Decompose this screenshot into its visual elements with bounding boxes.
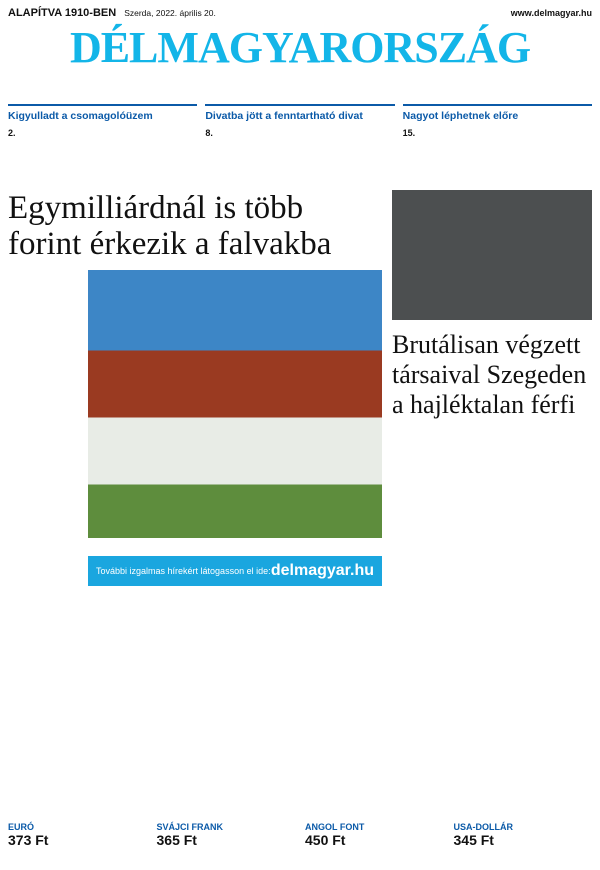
rate-label: SVÁJCI FRANK (156, 822, 224, 832)
rate-value: 373 Ft (8, 832, 49, 848)
right-headline[interactable]: Brutálisan végzett társaival Szegeden a hajléktalan férfi (392, 330, 587, 419)
teaser-title: Nagyot léphetnek előre (402, 110, 519, 122)
rate-value: 345 Ft (453, 832, 494, 848)
issue-date: Szerda, 2022. április 20. (124, 8, 216, 18)
promo-site: delmagyar.hu (270, 562, 374, 579)
rate-value: 450 Ft (305, 832, 346, 848)
rate-eur (8, 822, 147, 866)
rate-label: ANGOL FONT (305, 822, 365, 832)
masthead-logo[interactable]: DÉLMAGYARORSZÁG (69, 23, 531, 72)
teaser-3[interactable] (403, 104, 592, 174)
teaser-page: 8. (205, 128, 213, 138)
rate-label: EURÓ (8, 822, 35, 832)
teaser-strip (8, 104, 592, 174)
exchange-rates (8, 822, 592, 866)
founded-note: ALAPÍTVA 1910-BEN (8, 7, 117, 19)
rate-value: 365 Ft (156, 832, 197, 848)
top-bar (8, 6, 592, 20)
teaser-title: Kigyulladt a csomagolóüzem (8, 110, 153, 122)
teaser-1[interactable] (8, 104, 197, 174)
teaser-2[interactable] (205, 104, 394, 174)
rate-gbp (305, 822, 444, 866)
teaser-page: 2. (8, 128, 16, 138)
teaser-page: 15. (402, 128, 416, 138)
right-photo (392, 190, 592, 320)
lead-photo (88, 270, 382, 538)
teaser-title: Divatba jött a fenntartható divat (205, 110, 363, 122)
rate-label: USA-DOLLÁR (453, 822, 513, 832)
lead-headline[interactable]: Egymilliárdnál is több forint érkezik a falvakba (8, 190, 332, 262)
promo-hint: További izgalmas hírekért látogasson el ide: (96, 566, 271, 576)
rate-chf (157, 822, 296, 866)
website-promo[interactable] (88, 556, 382, 586)
rate-usd (454, 822, 593, 866)
site-url[interactable]: www.delmagyar.hu (510, 8, 592, 18)
